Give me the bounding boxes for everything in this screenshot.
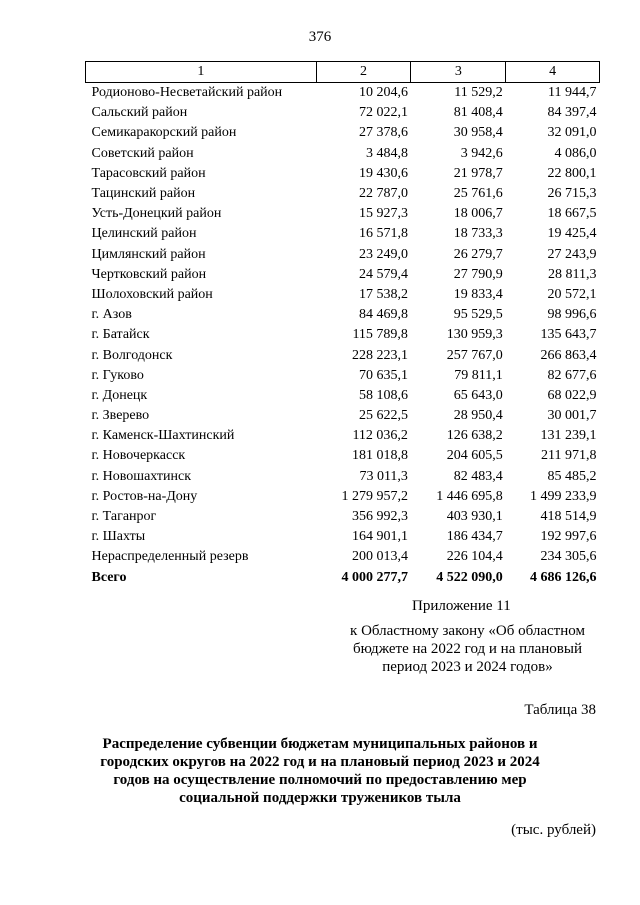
appendix-title: Приложение 11 [412,598,511,614]
value-2023: 65 643,0 [453,387,503,403]
value-2024: 82 677,6 [547,367,597,383]
municipality-name: г. Гуково [91,367,144,383]
table-header-row [86,62,600,83]
value-2024: 68 022,9 [547,387,597,403]
value-2024: 85 485,2 [547,468,597,484]
value-2023: 81 408,4 [453,105,503,121]
value-2024: 4 086,0 [554,145,597,161]
table-row [86,345,600,365]
value-2024: 32 091,0 [547,125,597,141]
table-row [86,467,600,487]
municipality-name: г. Донецк [91,387,148,403]
value-2024: 84 397,4 [547,105,597,121]
municipality-name: Чертковский район [91,266,207,282]
value-2024: 22 800,1 [547,165,597,181]
value-2022: 181 018,8 [351,448,408,464]
value-2023: 1 446 695,8 [436,488,503,504]
table-row [86,204,600,224]
value-2023: 28 950,4 [453,408,503,424]
table-row [86,245,600,265]
value-2024: 19 425,4 [547,226,597,242]
value-2023: 18 733,3 [453,226,503,242]
value-2022: 24 579,4 [358,266,408,282]
municipality-name: г. Каменск-Шахтинский [91,428,235,444]
value-2023: 21 978,7 [453,165,503,181]
table-row [86,83,600,104]
value-2024: 211 971,8 [541,448,597,464]
table-row [86,366,600,386]
value-2023: 186 434,7 [446,529,503,545]
value-2024: 30 001,7 [547,408,597,424]
value-2023: 3 942,6 [460,145,503,161]
value-2023: 25 761,6 [453,186,503,202]
value-2022: 23 249,0 [358,246,408,262]
value-2023: 79 811,1 [454,367,503,383]
municipality-name: Цимлянский район [91,246,206,262]
page-number: 376 [308,29,332,45]
value-2023: 82 483,4 [453,468,503,484]
value-2024: 4 686 126,6 [530,569,597,585]
value-2024: 266 863,4 [540,347,597,363]
table-row [86,406,600,426]
value-2022: 19 430,6 [358,165,408,181]
table-heading: Распределение субвенции бюджетам муниципальных районов и городских округов на 2022 год и на плановый период 2023 и 2024 годов на осуществление полномочий по предоставлению мер социальной поддержки тружеников тыла [100,736,540,806]
column-header-2: 2 [316,62,411,83]
municipality-name: Тарасовский район [91,165,206,181]
municipality-name: Нераспределенный резерв [91,549,249,565]
value-2022: 200 013,4 [351,549,408,565]
table-row [86,325,600,345]
value-2022: 58 108,6 [358,387,408,403]
value-2024: 27 243,9 [547,246,597,262]
value-2023: 4 522 090,0 [436,569,503,585]
value-2022: 84 469,8 [358,307,408,323]
municipality-name: г. Волгодонск [91,347,173,363]
value-2022: 22 787,0 [358,186,408,202]
value-2022: 25 622,5 [358,408,408,424]
municipality-name: г. Шахты [91,529,146,545]
value-2022: 112 036,2 [352,428,408,444]
value-2024: 11 944,7 [548,85,597,101]
value-2024: 135 643,7 [540,327,597,343]
value-2022: 27 378,6 [358,125,408,141]
table-row [86,144,600,164]
table-row [86,386,600,406]
municipality-name: г. Азов [91,307,132,323]
table-row [86,527,600,547]
value-2023: 18 006,7 [453,206,503,222]
table-row [86,123,600,143]
value-2022: 3 484,8 [365,145,408,161]
table-row [86,164,600,184]
value-2022: 356 992,3 [351,509,408,525]
table-row [86,265,600,285]
municipality-name: Тацинский район [91,186,196,202]
value-2022: 1 279 957,2 [341,488,408,504]
value-2022: 4 000 277,7 [341,569,408,585]
units-label: (тыс. рублей) [511,822,596,838]
table-body [86,83,600,588]
table-row [86,285,600,305]
value-2024: 192 997,6 [540,529,597,545]
municipality-name: Родионово-Несветайский район [91,85,283,101]
table-row [86,184,600,204]
municipality-name: г. Батайск [91,327,150,343]
table-row [86,305,600,325]
value-2023: 226 104,4 [446,549,503,565]
appendix-reference: к Областному закону «Об областном бюджете на 2022 год и на плановый период 2023 и 2024 годов» [350,623,585,675]
value-2023: 130 959,3 [446,327,503,343]
municipality-name: Сальский район [91,105,188,121]
table-label: Таблица 38 [524,702,596,718]
municipality-name: Семикаракорский район [91,125,237,141]
table-row [86,446,600,466]
value-2022: 164 901,1 [351,529,408,545]
value-2023: 403 930,1 [446,509,503,525]
municipality-name: г. Ростов-на-Дону [91,488,198,504]
value-2022: 228 223,1 [351,347,408,363]
value-2022: 15 927,3 [358,206,408,222]
value-2024: 234 305,6 [540,549,597,565]
table-total-row [86,568,600,588]
value-2023: 204 605,5 [446,448,503,464]
municipality-name: г. Таганрог [91,509,157,525]
municipality-name: г. Новочеркасск [91,448,186,464]
value-2023: 257 767,0 [446,347,503,363]
value-2024: 26 715,3 [547,186,597,202]
municipality-name: Советский район [91,145,194,161]
municipality-name: Целинский район [91,226,197,242]
column-header-1: 1 [86,62,317,83]
table-row [86,103,600,123]
table-row [86,426,600,446]
value-2023: 19 833,4 [453,286,503,302]
municipality-name: Всего [91,569,127,585]
value-2022: 72 022,1 [358,105,408,121]
value-2023: 95 529,5 [453,307,503,323]
value-2022: 115 789,8 [352,327,408,343]
value-2024: 20 572,1 [547,286,597,302]
value-2023: 27 790,9 [453,266,503,282]
value-2023: 26 279,7 [453,246,503,262]
column-header-4: 4 [506,62,600,83]
value-2024: 131 239,1 [540,428,597,444]
value-2024: 1 499 233,9 [530,488,597,504]
value-2024: 18 667,5 [547,206,597,222]
table-row [86,547,600,567]
value-2022: 10 204,6 [358,85,408,101]
table-row [86,507,600,527]
subvention-table [85,61,600,588]
municipality-name: Усть-Донецкий район [91,206,222,222]
value-2022: 16 571,8 [358,226,408,242]
table-row [86,487,600,507]
municipality-name: г. Зверево [91,408,150,424]
value-2023: 11 529,2 [454,85,503,101]
value-2023: 30 958,4 [453,125,503,141]
value-2022: 73 011,3 [359,468,408,484]
value-2024: 418 514,9 [540,509,597,525]
table-row [86,224,600,244]
value-2024: 28 811,3 [548,266,597,282]
value-2024: 98 996,6 [547,307,597,323]
value-2022: 70 635,1 [358,367,408,383]
column-header-3: 3 [411,62,506,83]
value-2022: 17 538,2 [358,286,408,302]
municipality-name: Шолоховский район [91,286,213,302]
municipality-name: г. Новошахтинск [91,468,192,484]
value-2023: 126 638,2 [446,428,503,444]
